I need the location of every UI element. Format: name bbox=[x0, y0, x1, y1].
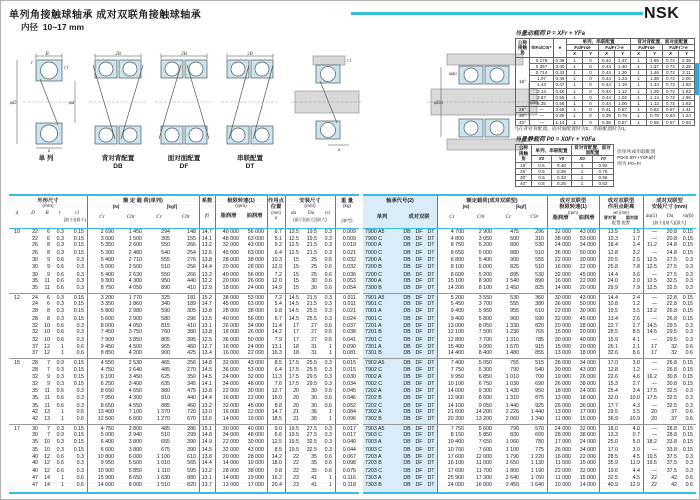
bearing-mounted-single-diagram bbox=[287, 51, 367, 153]
bore-value: 10~17 mm bbox=[42, 22, 85, 32]
svg-text:φDa: φDa bbox=[434, 101, 443, 106]
table-row: 35 11 0.6 0.3 8 750 4 050 890 410 12.9 18 000 24 000 14.9 15 30 0.6 0.054 bbox=[32, 284, 356, 291]
table-row: 40 12 0.6 0.3 9 950 5 500 1 010 565 14.4 14 000 19 000 18.0 22 35 0.6 0.098 bbox=[32, 460, 356, 467]
nsk-logo: NSK bbox=[644, 5, 680, 22]
svg-text:r1: r1 bbox=[64, 66, 69, 71]
left-table-header: 外形尺寸 (mm) d D B r r1 (最小)(最小) 额 定 载 荷(单列) (N) [kgf] Cr C0r Cr C0r 系数 f0 极限转速(1) (rpm) 脂润滑 油润滑 作用点 位置 (mm) a 安装尺寸 (mm) da Da ra (最小)(最大)(最大) 重 量 (kg) (参考) bbox=[9, 196, 359, 229]
table-row: 35 11 0.6 0.3 9 300 4 300 950 440 12.2 20 000 26 000 12.0 15 30 0.6 0.053 bbox=[32, 278, 356, 285]
right-table-body bbox=[363, 229, 696, 488]
table-row: 7900 C DB DF DT 4 800 3 050 500 310 38 000 53 000 10.3 1.7 — 20.8 0.15 bbox=[365, 235, 693, 242]
table-row: 7200 C DB DF DT 8 600 5 200 895 530 32 000 45 000 14.4 3.6 — 27.5 0.3 bbox=[365, 271, 693, 278]
table-row: 47 14 1 0.6 15 900 8 650 1 630 880 13.1 14 000 19 000 16.2 23 41 1 0.116 bbox=[32, 474, 356, 481]
svg-text:a: a bbox=[337, 148, 341, 153]
svg-text:a: a bbox=[47, 149, 51, 153]
table-row: 30 7 0.3 0.15 5 000 2 940 510 299 14.8 34 000 48 000 6.6 19.5 27.5 0.3 0.017 bbox=[32, 432, 356, 439]
table-row: 7003 C DB DF DT 10 700 7 600 1 100 775 26 000 34 000 17.0 3.0 — 33.8 0.15 bbox=[365, 446, 693, 453]
table-row: 32 10 0.6 0.3 8 000 4 050 815 410 13.1 26 000 34 000 11.4 17 27 0.6 0.037 bbox=[32, 322, 356, 329]
table-row: 7903 A5 DB DF DT 7 750 5 600 790 570 24 000 32 000 18.0 4.0 — 28.8 0.15 bbox=[365, 425, 693, 432]
paired-bearing-table bbox=[363, 194, 696, 494]
dynamic-load-table: 公称接触角 f0Fa/C0r* e 单列、串联配置 背对背配置、面对面配置 Fa/Fr≤e Fa/Fr＞e Fa/Fr≤e Fa/Fr＞e X Y X Y X Y X Y 15° 0.178 0.38 1 0 0.44 1.47 1 1.65 0.72 2.39 0.357 0.40 1 0 0.44 1.40 1 1.57 0.72 2.28 0.714 0.43 1 0 0.44 1.30 1 1.46 0.72 2.11 1.07 0.46 1 0 0.44 1.23 1 1.38 0.72 2.00 1.43 0.47 1 0 0.44 1.19 1 1.34 0.72 1.93 2.14 0.50 1 0 0.44 1.12 1 1.26 0.72 1.82 3.57 0.55 1 0 0.44 1.02 1 1.14 0.72 1.66 5.35 0.56 1 0 0.44 1.00 1 1.12 0.72 1.63 25° — 0.68 1 0 0.41 0.87 1 0.92 0.67 1.41 30° — 0.80 1 0 0.39 0.76 1 0.78 0.63 1.24 40° — 1.14 1 0 0.35 0.57 1 0.55 0.57 0.93 bbox=[515, 38, 695, 126]
table-row: 15 28 7 0.3 0.15 4 550 2 530 465 256 14.8 32 000 43 000 8.5 17.5 25.5 0.3 0.015 bbox=[14, 360, 356, 367]
diagram-label-single: 单 列 bbox=[38, 155, 54, 162]
table-row: 32 10 0.6 0.3 7 450 3 750 760 380 13.8 18 000 26 000 14.2 17 27 0.6 0.038 bbox=[32, 329, 356, 336]
table-row: 26 8 0.3 0.15 5 350 2 600 550 266 13.2 32 000 43 000 9.2 12.5 21.5 0.3 0.019 bbox=[32, 242, 356, 249]
table-row: 32 10 0.6 0.3 7 900 3 850 805 395 12.5 36 000 50 000 7.9 17 27 0.6 0.041 bbox=[32, 337, 356, 344]
table-row: 7000 C DB DF DT 8 650 5 000 880 510 36 000 50 000 12.8 3.2 — 24.8 0.15 bbox=[365, 250, 693, 257]
table-row: 7203 B DB DF DT 16 100 11 000 1 650 1 130 11 000 15 000 35.9 11.9 19.5 37.5 0.3 bbox=[365, 460, 693, 467]
table-row: 7001 A DB DF DT 9 400 5 950 955 610 22 000 30 000 19.5 3.5 13.2 26.8 0.15 bbox=[365, 307, 693, 314]
diagram-label-df: 面对面配置 DF bbox=[167, 155, 201, 170]
table-row: 7201 C DB DF DT 12 800 7 700 1 310 785 30 000 40 000 15.9 4.1 — 29.5 0.3 bbox=[365, 337, 693, 344]
table-row: 7000 A DB DF DT 8 750 5 200 890 530 24 000 34 000 18.4 2.4 11.2 24.8 0.15 bbox=[365, 242, 693, 249]
table-row: 30 9 0.6 0.3 5 000 2 500 510 256 14.4 20 000 28 000 12.9 15 25 0.6 0.032 bbox=[32, 263, 356, 270]
table-row: 32 9 0.3 0.15 6 100 3 450 625 350 14.5 24 000 32 000 11.3 17.5 29.5 0.3 0.030 bbox=[32, 373, 356, 380]
table-row: 7002 C DB DF DT 10 100 6 750 1 030 690 26 000 38 000 15.3 2.7 — 30.8 0.15 bbox=[365, 381, 693, 388]
table-row: 7300 A DB DF DT 15 100 8 900 1 540 890 16 000 22 000 24.0 2.0 12.5 32.5 0.3 bbox=[365, 278, 693, 285]
svg-text:2B: 2B bbox=[247, 52, 253, 57]
dynamic-load-title: 当量动载荷 P = XFr + YFa bbox=[515, 31, 586, 37]
table-row: 7302 A DB DF DT 21 600 14 200 2 220 1 440 13 000 17 000 29.5 3.5 20 37 0.6 bbox=[365, 409, 693, 416]
svg-text:B: B bbox=[45, 52, 49, 57]
left-table-body bbox=[9, 229, 359, 488]
svg-text:r: r bbox=[31, 61, 33, 66]
table-row: 30 9 0.6 0.3 5 400 2 630 550 266 13.2 40 000 56 000 7.2 15 25 0.6 0.036 bbox=[32, 271, 356, 278]
svg-text:φd: φd bbox=[69, 101, 75, 106]
svg-text:φda: φda bbox=[530, 101, 538, 106]
table-row: 10 22 6 0.3 0.15 2 690 1 450 294 148 14.7 40 000 56 000 6.7 12.5 19.5 0.3 0.009 bbox=[14, 229, 356, 235]
table-row: 26 8 0.3 0.15 5 300 2 480 540 254 12.6 45 000 63 000 6.4 12.5 21.5 0.3 0.021 bbox=[32, 250, 356, 257]
bearing-db-pair-diagram bbox=[87, 51, 149, 153]
diagram-label-dt: 串联配置 DT bbox=[237, 155, 263, 170]
table-row: 47 14 1 0.6 14 600 8 000 1 510 820 13.7 13 000 17 000 20.4 23 41 1 0.118 bbox=[32, 481, 356, 488]
table-row: 7902 C DB DF DT 7 750 5 300 790 540 30 000 43 000 12.8 1.2 — 26.8 0.15 bbox=[365, 366, 693, 373]
page-title: 单列角接触球轴承 成对双联角接触球轴承 bbox=[9, 10, 202, 21]
bearing-single-diagram bbox=[9, 51, 83, 153]
bore-label: 内径 bbox=[21, 22, 39, 32]
table-row: 7300 B DB DF DT 14 200 8 100 1 450 825 14 000 20 000 29.9 7.9 12.5 32.5 0.3 bbox=[365, 284, 693, 291]
table-row: 7203 C DB DF DT 17 600 11 700 1 800 1 190 22 000 32 000 19.6 4.4 — 37.5 0.3 bbox=[365, 468, 693, 475]
table-row: 7900 A5 DB DF DT 4 700 2 900 475 296 32 000 43 000 13.5 1.5 — 20.8 0.15 bbox=[365, 229, 693, 235]
table-row: 28 7 0.3 0.15 4 750 2 640 485 270 14.5 36 000 53 000 6.4 17.5 25.5 0.3 0.015 bbox=[32, 366, 356, 373]
static-load-title: 当量静载荷 P0 = X0Fr + Y0Fa bbox=[515, 136, 596, 143]
static-load-note: 但单列或串联配置 P0<0.5Fr+Y0Fa时 则为 P0=Fr bbox=[617, 149, 656, 167]
table-row: 35 10 0.3 0.15 6 600 3 800 675 390 14.5 32 000 43 000 8.5 19.5 32.5 0.3 0.044 bbox=[32, 446, 356, 453]
table-row: 30 9 0.6 0.3 5 400 2 710 555 276 13.8 28 000 38 000 10.3 15 25 0.6 0.032 bbox=[32, 256, 356, 263]
table-row: 28 8 0.3 0.15 5 600 2 900 580 296 13.5 40 000 56 000 6.7 14.5 25.5 0.3 0.024 bbox=[32, 315, 356, 322]
table-row: 32 9 0.3 0.15 6 250 3 400 635 345 14.1 34 000 48 000 7.6 17.5 29.5 0.3 0.034 bbox=[32, 381, 356, 388]
svg-text:r1: r1 bbox=[347, 59, 352, 64]
svg-text:2B: 2B bbox=[115, 52, 121, 57]
svg-text:φda: φda bbox=[449, 72, 457, 77]
header-rule bbox=[351, 12, 643, 15]
table-row: 7303 A DB DF DT 25 900 17 300 2 640 1 760 11 000 15 000 32.5 4.5 22 42 0.6 bbox=[365, 474, 693, 481]
table-row: 7200 A DB DF DT 8 800 5 400 900 555 22 000 30 000 20.5 2.5 12.5 27.5 0.3 bbox=[365, 256, 693, 263]
diagram-label-db: 背对背配置 DB bbox=[101, 155, 135, 170]
table-row: 7001 C DB DF DT 9 400 5 800 960 590 32 000 45 000 13.4 2.6 — 26.8 0.15 bbox=[365, 315, 693, 322]
table-row: 17 30 7 0.3 0.15 4 750 2 800 485 286 15.1 30 000 40 000 9.0 19.5 27.5 0.3 0.017 bbox=[14, 425, 356, 432]
table-row: 35 11 0.6 0.3 8 650 4 650 880 475 13.8 22 000 30 000 12.7 20 30 0.6 0.045 bbox=[32, 388, 356, 395]
table-row: 7303 B DB DF DT 24 000 16 000 2 450 1 640 10 000 14 000 40.9 12.9 22 42 0.6 bbox=[365, 481, 693, 488]
table-row: 7203 A DB DF DT 17 600 12 000 1 790 1 220 16 000 22 000 28.5 4.5 19.5 37.5 0.3 bbox=[365, 453, 693, 460]
table-row: 22 6 0.3 0.15 3 000 1 500 305 155 14.1 48 000 63 000 5.1 12.5 19.5 0.3 0.009 bbox=[32, 235, 356, 242]
table-row: 7202 B DB DF DT 12 900 8 600 1 310 875 13 000 18 000 32.0 10.0 17.5 32.5 0.3 bbox=[365, 394, 693, 401]
table-row: 7200 B DB DF DT 8 100 5 000 825 510 16 000 22 000 25.8 7.8 12.5 27.5 0.3 bbox=[365, 263, 693, 270]
table-row: 7202 A DB DF DT 14 000 9 300 1 430 950 18 000 24 000 25.4 3.4 17.5 32.5 0.3 bbox=[365, 388, 693, 395]
table-row: 7902 A5 DB DF DT 7 400 5 050 755 515 26 000 34 000 17.0 3.0 — 26.8 0.15 bbox=[365, 360, 693, 367]
equivalent-load-panel bbox=[515, 27, 699, 187]
table-row: 37 12 1 0.6 8 850 4 200 900 425 13.4 16 000 22 000 16.3 18 31 1 0.081 bbox=[32, 350, 356, 357]
svg-text:φD: φD bbox=[10, 101, 17, 106]
right-table-header: 轴承代号(2) 单列 成对双联 额定载荷(成对双联型) (N) [kgf] Cr C0r Cr C0r 成对双联型 极限转速(1) (rpm) 脂润滑 油润滑 成对双联型 作用点距离 a0 (mm) 背对背 面对面 配置 配置 成对双联型 安装尺寸 (mm) da(5) Da ra(6) (最小)(最大)(最大) bbox=[363, 196, 696, 229]
table-row: 7201 A DB DF DT 13 000 8 050 1 330 820 20 000 28 000 22.7 2.7 14.5 29.5 0.3 bbox=[365, 322, 693, 329]
static-load-table: 公称接触角 单列、串联配置 背对背配置、面对面配置 X0 Y0 X0 Y0 15° 0.5 0.46 1 0.92 25° 0.5 0.38 1 0.76 30° 0.5 0.33 1 0.66 40° 0.5 0.26 1 0.52 bbox=[515, 144, 614, 187]
table-row: 42 13 1 0.6 13 400 7 100 1 370 720 13.0 16 000 22 000 14.7 21 36 1 0.084 bbox=[32, 409, 356, 416]
table-row: 35 11 0.6 0.3 7 950 4 300 810 440 14.4 16 000 22 000 16.0 20 30 0.6 0.046 bbox=[32, 394, 356, 401]
table-row: 7002 A DB DF DT 9 950 6 850 1 010 700 19 000 26 000 22.6 4.6 16.2 30.8 0.15 bbox=[365, 373, 693, 380]
table-row: 35 10 0.3 0.15 6 400 3 800 655 390 14.9 22 000 30 000 12.5 19.5 32.5 0.3 0.040 bbox=[32, 439, 356, 446]
table-row: 35 11 0.6 0.3 8 650 4 550 885 460 13.2 32 000 45 000 8.8 20 30 0.6 0.052 bbox=[32, 402, 356, 409]
table-row: 37 12 1 0.6 9 450 4 500 965 460 12.7 16 000 24 000 13.1 18 31 1 0.090 bbox=[32, 343, 356, 350]
bore-range bbox=[21, 21, 84, 33]
table-row: 7903 C DB DF DT 8 150 5 850 830 600 28 000 38 000 13.3 0.7 — 28.8 0.15 bbox=[365, 432, 693, 439]
table-row: 40 12 0.6 0.3 10 800 6 000 1 100 610 13.8 20 000 28 000 14.2 22 35 0.6 0.067 bbox=[32, 453, 356, 460]
table-row: 7201 B DB DF DT 12 100 7 500 1 230 765 15 000 20 000 28.5 8.5 14.5 29.5 0.3 bbox=[365, 329, 693, 336]
table-row: 7003 A DB DF DT 10 400 7 650 1 060 780 17 000 24 000 25.0 5.0 18.2 33.8 0.15 bbox=[365, 439, 693, 446]
table-row: 7202 C DB DF DT 14 100 9 050 1 440 925 26 000 36 000 17.7 4.3 — 32.5 0.3 bbox=[365, 402, 693, 409]
dynamic-load-footnote: *)在背对背配置、面对面配置时为2、串联配置时为1。 bbox=[515, 127, 630, 133]
bearing-df-pair-diagram bbox=[153, 51, 215, 153]
table-row: 42 13 1 0.6 12 500 6 600 1 270 670 13.6 14 000 19 000 18.5 21 36 1 0.096 bbox=[32, 416, 356, 422]
table-row: 7301 A DB DF DT 15 400 9 000 1 570 915 15 000 20 000 26.1 2.1 17 32 0.6 bbox=[365, 343, 693, 350]
table-row: 7301 B DB DF DT 14 400 8 400 1 480 855 13 000 18 000 32.6 8.6 17 32 0.6 bbox=[365, 350, 693, 357]
table-row: 7901 A5 DB DF DT 5 200 3 550 530 360 30 000 43 000 14.4 2.4 — 22.8 0.15 bbox=[365, 294, 693, 301]
table-row: 7901 C DB DF DT 5 450 3 700 555 380 36 000 50 000 10.8 1.2 — 22.8 0.15 bbox=[365, 301, 693, 308]
table-row: 12 24 6 0.3 0.15 3 200 1 770 325 181 15.2 38 000 53 000 7.2 14.5 21.5 0.3 0.011 bbox=[14, 294, 356, 301]
single-row-bearing-table bbox=[9, 194, 359, 494]
table-row: 24 6 0.3 0.15 3 350 1 860 340 189 14.7 45 000 63 000 5.4 14.5 21.5 0.3 0.011 bbox=[32, 301, 356, 308]
table-row: 7302 B DB DF DT 20 200 13 200 2 060 1 340 11 000 15 000 36.9 10.9 20 37 0.6 bbox=[365, 416, 693, 422]
table-row: 40 12 0.6 0.3 10 900 5 850 1 110 595 13.2 28 000 38 000 9.8 22 35 0.6 0.075 bbox=[32, 468, 356, 475]
table-row: 28 8 0.3 0.15 5 800 2 980 590 305 13.8 28 000 38 000 9.8 14.5 25.5 0.3 0.021 bbox=[32, 307, 356, 314]
svg-text:2B: 2B bbox=[181, 52, 187, 57]
bearing-dt-pair-diagram bbox=[219, 51, 281, 153]
